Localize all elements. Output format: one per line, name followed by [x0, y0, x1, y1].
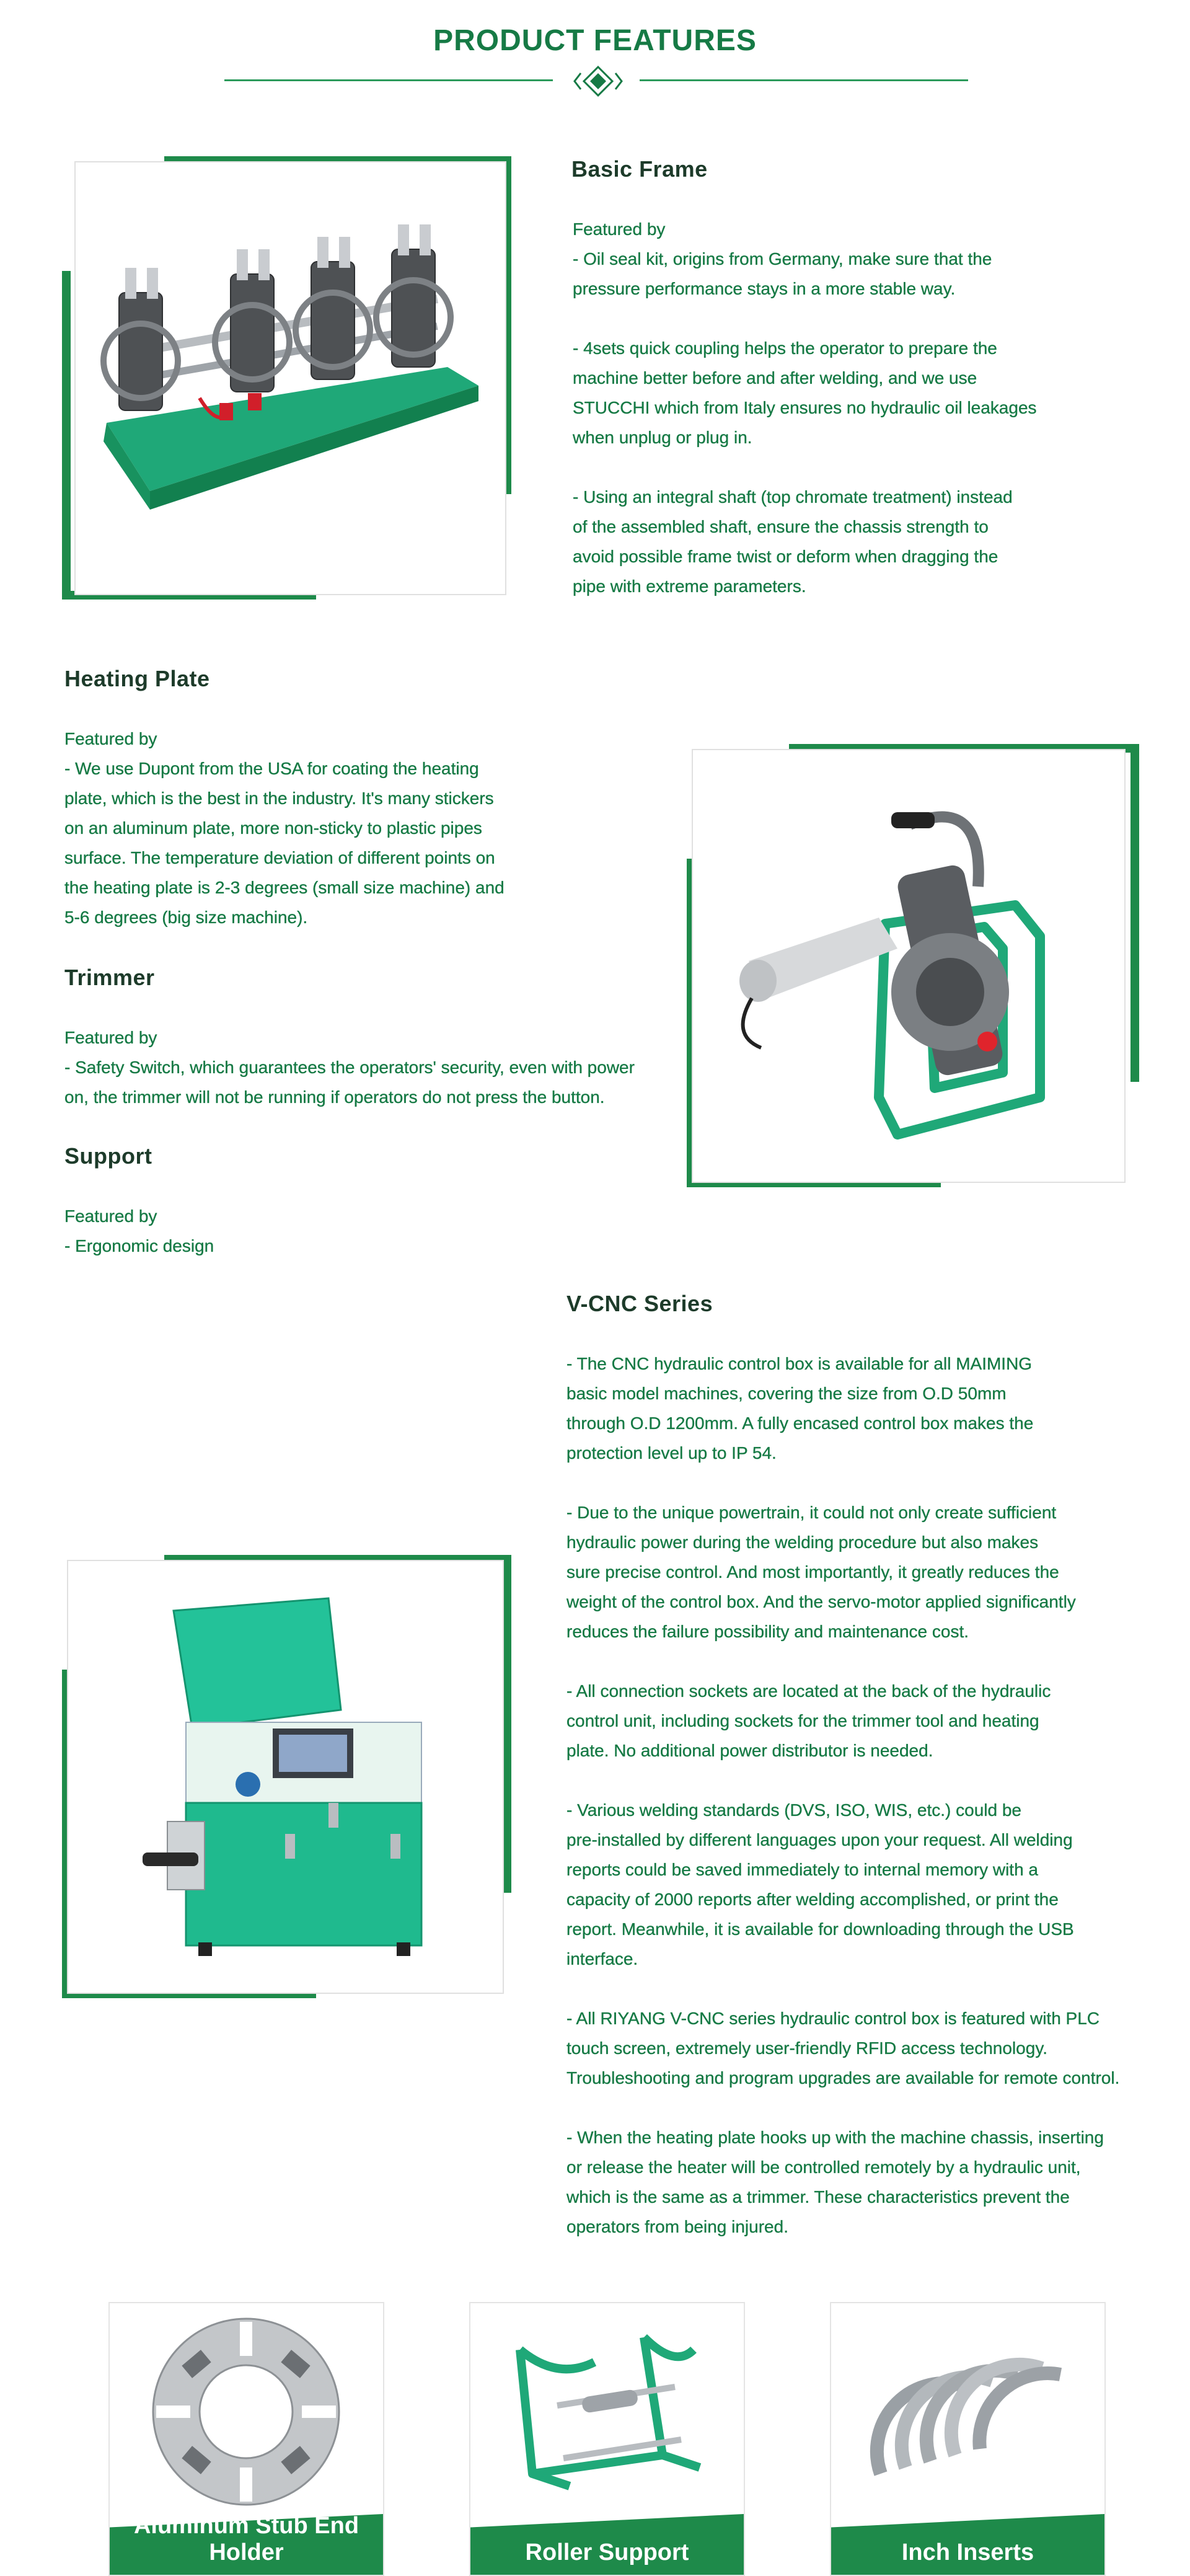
vcnc-control-box-image	[62, 1555, 511, 1998]
basic-frame-heading: Basic Frame	[571, 156, 708, 182]
heating-plate-text: - We use Dupont from the USA for coating the heating plate, which is the best in the industry. It's many stickers on an aluminum plate, more non-sticky to plastic pipes surface. The temperature deviation of different points on the heating plate is 2-3 degrees (small size machine) and 5-6 degrees (big size machine).	[64, 759, 505, 927]
basic-frame-image	[62, 156, 511, 600]
trimmer-heading: Trimmer	[64, 965, 155, 990]
support-featured-by: Featured by	[64, 1206, 157, 1226]
trimmer-featured-by: Featured by	[64, 1028, 157, 1047]
basic-frame-text: - Oil seal kit, origins from Germany, make sure that the pressure performance stays in a more stable way. - 4sets quick coupling helps the operator to prepare the machine better before and after welding, and we use STUCCHI which from Italy ensures no hydraulic oil leakages when unplug or plug in. - Using an integral shaft (top chromate treatment) instead of the assembled shaft, ensure the chassis strength to avoid possible frame twist or deform when dragging the pipe with extreme parameters.	[573, 249, 1037, 596]
hydraulic-control-box-icon	[68, 1561, 503, 1993]
aluminum-stub-end-holder-icon	[134, 2313, 358, 2511]
roller-support-icon	[495, 2313, 718, 2511]
support-text: - Ergonomic design	[64, 1236, 214, 1255]
trimmer-image	[687, 744, 1139, 1187]
diamond-ornament-icon	[573, 66, 623, 97]
page-title: PRODUCT FEATURES	[433, 24, 757, 57]
accessory-card	[469, 2302, 745, 2576]
trimmer-tool-icon	[693, 750, 1124, 1182]
basic-frame-featured-by: Featured by	[573, 219, 666, 239]
inch-inserts-icon	[856, 2313, 1079, 2511]
heating-plate-featured-by: Featured by	[64, 729, 157, 748]
trimmer-text: - Safety Switch, which guarantees the operators' security, even with power on, the trimmer will not be running if operators do not press the button.	[64, 1058, 635, 1107]
accessory-label: Aluminum Stub End Holder	[133, 2513, 359, 2565]
vcnc-text: - The CNC hydraulic control box is available for all MAIMING basic model machines, covering the size from O.D 50mm through O.D 1200mm. A fully encased control box makes the protection level up to IP 54. - Due to the unique powertrain, it could not only create sufficient hydraulic power during the welding procedure but also makes sure precise control. And most importantly, it greatly reduces the weight of the control box. And the servo-motor applied significantly reduces the failure possibility and maintenance cost. - All connection sockets are located at the back of the hydraulic control unit, including sockets for the trimmer tool and heating plate. No additional power distributor is needed. - Various welding standards (DVS, ISO, WIS, etc.) could be pre-installed by different languages upon your request. All welding reports could be saved immediately to internal memory with a capacity of 2000 reports after welding accomplished, or print the report. Meanwhile, it is available for downloading through the USB interface. - All RIYANG V-CNC series hydraulic control box is featured with PLC touch screen, extremely user-friendly RFID access technology. Troubleshooting and program upgrades are available for remote control. - When the heating plate hooks up with the machine chassis, inserting or release the heater will be controlled remotely by a hydraulic unit, which is the same as a trimmer. These characteristics prevent the operators from being injured.	[566, 1354, 1120, 2236]
vcnc-heading: V-CNC Series	[566, 1291, 713, 1316]
accessory-card	[108, 2302, 384, 2576]
accessory-card	[830, 2302, 1106, 2576]
title-divider-right	[640, 79, 968, 81]
heating-plate-heading: Heating Plate	[64, 666, 210, 691]
support-heading: Support	[64, 1143, 152, 1169]
accessory-label: Roller Support	[525, 2539, 689, 2565]
title-divider-left	[224, 79, 553, 81]
accessory-label: Inch Inserts	[901, 2539, 1034, 2565]
butt-fusion-machine-frame-icon	[76, 162, 505, 594]
